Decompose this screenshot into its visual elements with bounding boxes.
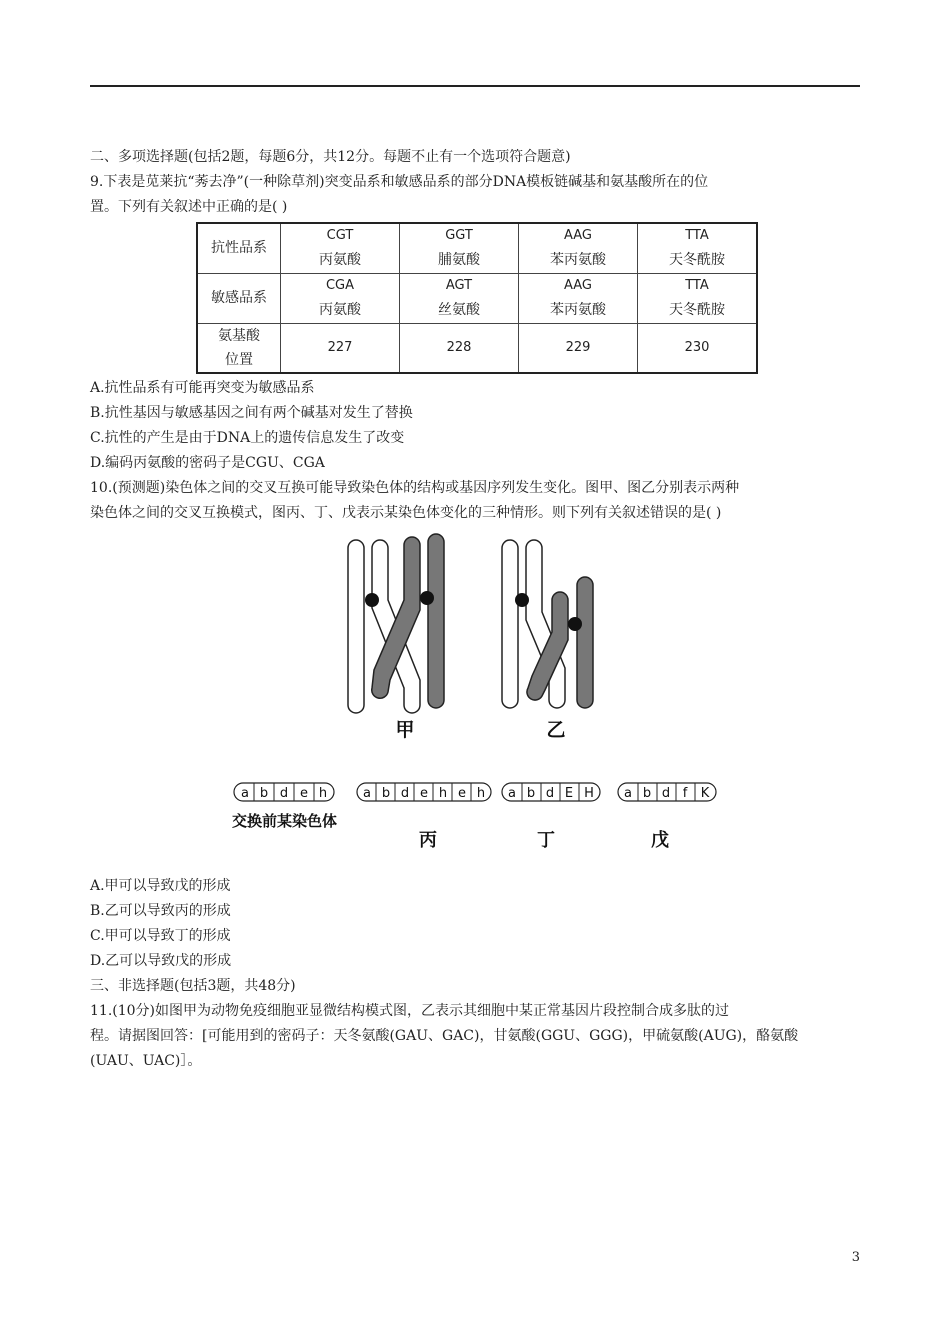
figure-label-bing: 丙	[419, 830, 437, 851]
codon: CGA	[325, 278, 355, 293]
gene-label: a	[363, 786, 371, 801]
position-value: 229	[519, 323, 638, 373]
page-number: 3	[851, 1250, 860, 1265]
gene-label: b	[642, 786, 652, 801]
centromere-dot	[515, 593, 529, 607]
q10-stem-line1: 10.(预测题)染色体之间的交叉互换可能导致染色体的结构或基因序列发生变化。图甲、图乙分别表示两种	[90, 480, 740, 496]
gene-label: h	[438, 786, 448, 801]
row-label-position-a: 氨基酸	[218, 327, 260, 344]
gene-label: d	[545, 786, 555, 801]
centromere-dot	[365, 593, 379, 607]
gene-label: a	[241, 786, 249, 801]
q9-option-d: D.编码丙氨酸的密码子是CGU、CGA	[90, 455, 325, 471]
gene-label: E	[564, 786, 574, 801]
figure-label-ding: 丁	[537, 830, 555, 851]
q9-stem-line1: 9.下表是苋莱抗“莠去净”(一种除草剂)突变品系和敏感品系的部分DNA模板链碱基和氨基酸所在的位	[90, 174, 709, 190]
gene-label: d	[279, 786, 289, 801]
row-label-resistant: 抗性品系	[197, 223, 281, 273]
q9-option-a: A.抗性品系有可能再突变为敏感品系	[90, 380, 315, 396]
centromere-dot	[420, 591, 434, 605]
q10-option-d: D.乙可以导致戊的形成	[90, 953, 232, 969]
q10-option-b: B.乙可以导致丙的形成	[90, 903, 231, 919]
codon: AAG	[564, 278, 592, 293]
gene-label: d	[661, 786, 671, 801]
gene-label: e	[458, 786, 466, 801]
amino-acid: 天冬酰胺	[669, 252, 725, 269]
codon: AAG	[564, 228, 592, 244]
codon: CGT	[326, 228, 354, 244]
q11-stem-line3: (UAU、UAC)］。	[90, 1053, 202, 1069]
gene-label: d	[400, 786, 410, 801]
q10-option-a: A.甲可以导致戊的形成	[90, 878, 231, 894]
q9-option-b: B.抗性基因与敏感基因之间有两个碱基对发生了替换	[90, 405, 413, 421]
figure-label-wu: 戊	[651, 830, 669, 851]
q9-option-c: C.抗性的产生是由于DNA上的遗传信息发生了改变	[90, 430, 405, 446]
position-value: 230	[638, 323, 758, 373]
figure-label-jia: 甲	[395, 719, 415, 741]
section-3-heading: 三、非选择题(包括3题，共48分)	[90, 978, 296, 994]
gene-label: a	[508, 786, 516, 801]
amino-acid: 丙氨酸	[319, 252, 361, 269]
q11-stem-line1: 11.(10分)如图甲为动物免疫细胞亚显微结构模式图，乙表示其细胞中某正常基因片段控制合成多肽的过	[90, 1003, 730, 1019]
amino-acid: 脯氨酸	[438, 252, 480, 269]
section-2-heading: 二、多项选择题(包括2题，每题6分，共12分。每题不止有一个选项符合题意)	[90, 149, 571, 165]
q11-stem-line2: 程。请据图回答：[可能用到的密码子：天冬氨酸(GAU、GAC)，甘氨酸(GGU、GGG)，甲硫氨酸(AUG)，酪氨酸	[90, 1028, 799, 1044]
amino-acid: 天冬酰胺	[669, 302, 725, 318]
figure-label-yi: 乙	[546, 719, 566, 741]
position-value: 228	[400, 323, 519, 373]
row-label-position-b: 位置	[225, 351, 253, 368]
row-label-sensitive: 敏感品系	[197, 273, 281, 323]
gene-label: h	[476, 786, 486, 801]
codon: TTA	[685, 228, 709, 244]
codon: GGT	[445, 228, 473, 244]
gene-label: e	[300, 786, 308, 801]
gene-label: h	[318, 786, 328, 801]
codon: AGT	[445, 278, 473, 293]
position-value: 227	[281, 323, 400, 373]
gene-label: a	[624, 786, 632, 801]
gene-label: b	[259, 786, 269, 801]
amino-acid: 丙氨酸	[319, 302, 361, 318]
gene-label: e	[420, 786, 428, 801]
codon: TTA	[685, 278, 709, 293]
amino-acid: 苯丙氨酸	[550, 252, 606, 269]
gene-label: H	[584, 786, 594, 801]
gene-label: b	[526, 786, 536, 801]
centromere-dot	[568, 617, 582, 631]
q10-option-c: C.甲可以导致丁的形成	[90, 928, 231, 944]
amino-acid: 丝氨酸	[438, 302, 480, 318]
gene-label: b	[381, 786, 391, 801]
gene-label: f	[682, 786, 688, 801]
figure-label-before: 交换前某染色体	[232, 812, 338, 830]
q9-stem-line2: 置。下列有关叙述中正确的是( )	[90, 199, 288, 215]
amino-acid: 苯丙氨酸	[550, 302, 606, 318]
q10-stem-line2: 染色体之间的交叉互换模式，图丙、丁、戊表示某染色体变化的三种情形。则下列有关叙述错误的是( )	[90, 505, 722, 521]
gene-label: K	[700, 786, 710, 801]
